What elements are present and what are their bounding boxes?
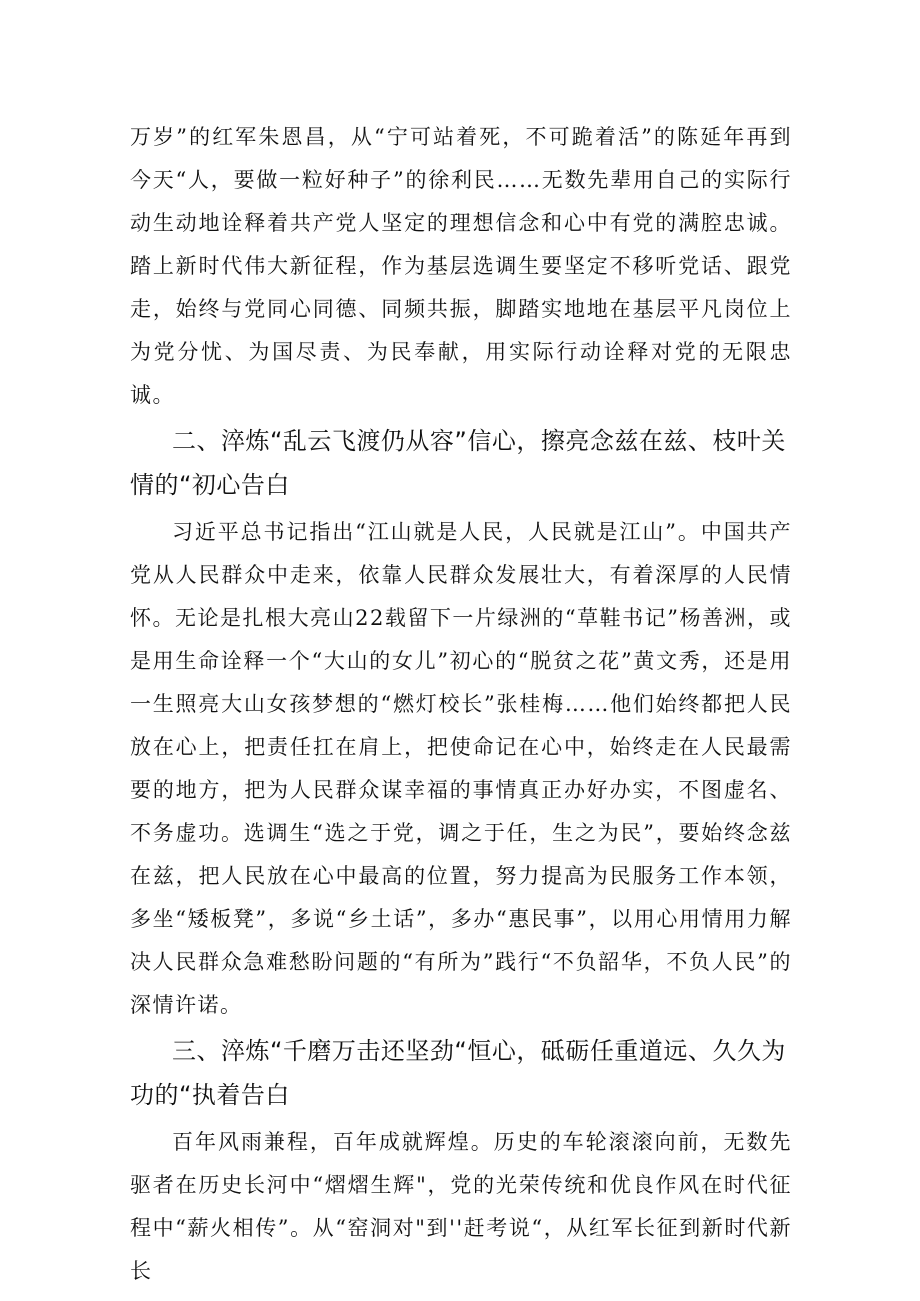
paragraph-history: 百年风雨兼程，百年成就辉煌。历史的车轮滚滚向前，无数先驱者在历史长河中“熠熠生辉"，党的光荣传统和优良作风在时代征程中“薪火相传”。从“窑洞对"到''赶考说“，从红军长征到新时代新长 bbox=[130, 1130, 792, 1283]
paragraph-people: 习近平总书记指出“江山就是人民，人民就是江山”。中国共产党从人民群众中走来，依靠人民群众发展壮大，有着深厚的人民情怀。无论是扎根大亮山22载留下一片绿洲的“草鞋书记”杨善洲，或是用生命诠释一个“大山的女儿”初心的“脱贫之花”黄文秀，还是用一生照亮大山女孩梦想的“燃灯校长”张桂梅……他们始终都把人民放在心上，把责任扛在肩上，把使命记在心中，始终走在人民最需要的地方，把为人民群众谋幸福的事情真正办好办实，不图虚名、不务虚功。选调生“选之于党，调之于任，生之为民”，要始终念兹在兹，把人民放在心中最高的位置，努力提高为民服务工作本领，多坐“矮板凳”，多说“乡土话”，多办“惠民事”，以用心用情用力解决人民群众急难愁盼问题的“有所为”践行“不负韶华，不负人民”的深情许诺。 bbox=[130, 520, 792, 1017]
section-heading-two: 二、淬炼“乱云飞渡仍从容”信心，擦亮念兹在兹、枝叶关情的“初心告白 bbox=[130, 427, 786, 499]
paragraph-loyalty: 万岁”的红军朱恩昌，从“宁可站着死，不可跪着活”的陈延年再到今天“人，要做一粒好种子”的徐利民……无数先辈用自己的实际行动生动地诠释着共产党人坚定的理想信念和心中有党的满腔忠诚。踏上新时代伟大新征程，作为基层选调生要坚定不移听党话、跟党走，始终与党同心同德、同频共振，脚踏实地地在基层平凡岗位上为党分忧、为国尽责、为民奉献，用实际行动诠释对党的无限忠诚。 bbox=[130, 125, 792, 407]
document-body bbox=[130, 116, 792, 1293]
section-heading-three: 三、淬炼“千磨万击还坚劲“恒心，砥砺任重道远、久久为功的“执着告白 bbox=[130, 1037, 786, 1109]
